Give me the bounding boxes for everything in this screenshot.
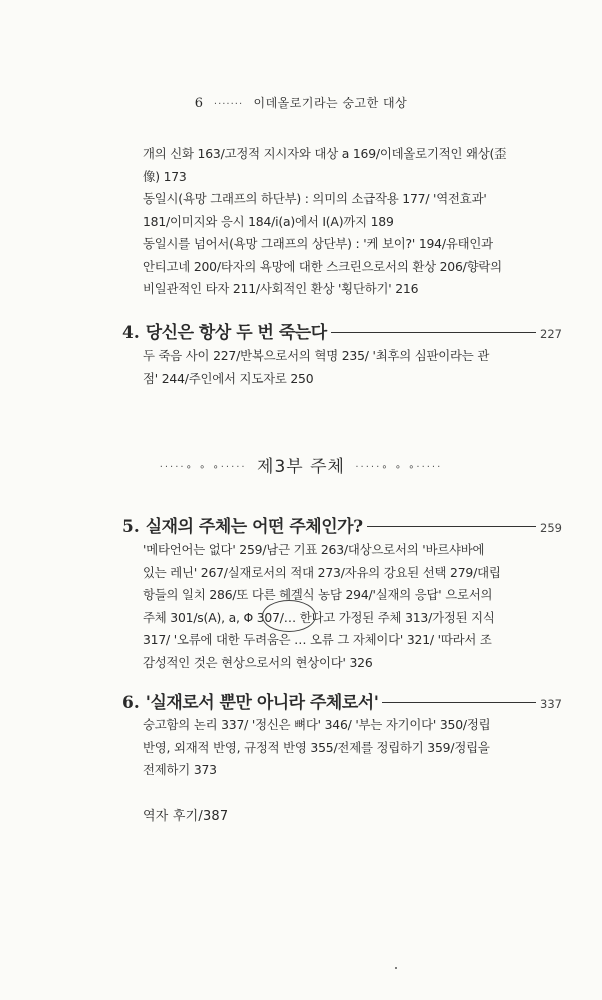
leader-rule	[367, 526, 537, 527]
toc-entry-line: 317/ '오류에 대한 두려움은 … 오류 그 자체이다' 321/ '따라서 조	[143, 632, 492, 647]
toc-entry-line: 181/이미지와 응시 184/i(a)에서 I(A)까지 189	[143, 213, 394, 229]
chapter-number: 4.	[122, 323, 140, 343]
toc-entry-line: 동일시를 넘어서(욕망 그래프의 상단부) : '케 보이?' 194/유태인과	[143, 236, 493, 251]
chapter-page: 337	[540, 697, 562, 711]
toc-entry-line: 두 죽음 사이 227/반복으로서의 혁명 235/ '최후의 심판이라는 관	[143, 348, 490, 363]
toc-entry-line: 항들의 일치 286/또 다른 헤겔식 농담 294/'실재의 응답' 으로서의	[143, 587, 493, 602]
toc-entry-line: '메타언어는 없다' 259/남근 기표 263/대상으로서의 '바르샤바에	[143, 542, 485, 557]
chapter6-heading	[122, 688, 562, 713]
chapter-page: 227	[540, 327, 562, 341]
toc-entry-line: 안티고네 200/타자의 욕망에 대한 스크린으로서의 환상 206/향락의	[143, 258, 502, 274]
leader-rule	[382, 702, 536, 703]
chapter5-entries	[143, 539, 563, 674]
toc-entry-line: 비일관적인 타자 211/사회적인 환상 '횡단하기' 216	[143, 281, 419, 296]
chapter-number: 6.	[122, 693, 140, 713]
running-head-dots: ·······	[213, 99, 244, 110]
ornament-left: ·····∘ ∘ ∘·····	[159, 461, 247, 473]
chapter-title: '실재로서 뿐만 아니라 주체로서'	[145, 693, 379, 713]
ornament-right: ·····∘ ∘ ∘·····	[355, 461, 443, 473]
toc-entry-line: 있는 레닌' 267/실재로서의 적대 273/자유의 강요된 선택 279/대립	[143, 564, 501, 580]
toc-entry-line: 주체 301/s(A), a, Φ 307/… 한다고 가정된 주체 313/가정된 지식	[143, 609, 495, 625]
chapter5-heading	[122, 512, 562, 537]
chapter-title: 당신은 항상 두 번 죽는다	[145, 323, 327, 343]
toc-entry-line: 개의 신화 163/고정적 지시자와 대상 a 169/이데올로기적인 왜상(歪	[143, 146, 507, 161]
toc-entry-line: 전제하기 373	[143, 762, 217, 777]
toc-entry-line: 동일시(욕망 그래프의 하단부) : 의미의 소급작용 177/ '역전효과'	[143, 191, 487, 206]
chapter4-heading	[122, 318, 562, 343]
running-head	[0, 94, 602, 111]
toc-entry-line: 반영, 외재적 반영, 규정적 반영 355/전제를 정립하기 359/정립을	[143, 739, 490, 755]
book-title: 이데올로기라는 숭고한 대상	[253, 96, 408, 110]
paper-speck	[395, 967, 397, 969]
chapter-number: 5.	[122, 517, 140, 537]
toc-entry-line: 숭고함의 논리 337/ '정신은 뼈다' 346/ '부는 자기이다' 350/정립	[143, 717, 491, 732]
chapter4-entries	[143, 345, 563, 390]
afterword-entry: 역자 후기/387	[143, 809, 229, 824]
toc-entry-line: 감성적인 것은 현상으로서의 현상이다' 326	[143, 654, 373, 670]
toc-entry-line: 점' 244/주인에서 지도자로 250	[143, 370, 314, 386]
chapter-title: 실재의 주체는 어떤 주체인가?	[145, 517, 363, 537]
toc-entry-line: 像) 173	[143, 168, 187, 184]
chapter-page: 259	[540, 521, 562, 535]
leader-rule	[331, 332, 536, 333]
part-title: 제3부 주체	[257, 457, 345, 477]
chapter3-entries	[143, 143, 563, 301]
page-number: 6	[194, 96, 204, 111]
handwritten-circle-mark	[262, 600, 316, 632]
chapter6-entries	[143, 714, 563, 782]
part3-heading	[0, 452, 602, 477]
